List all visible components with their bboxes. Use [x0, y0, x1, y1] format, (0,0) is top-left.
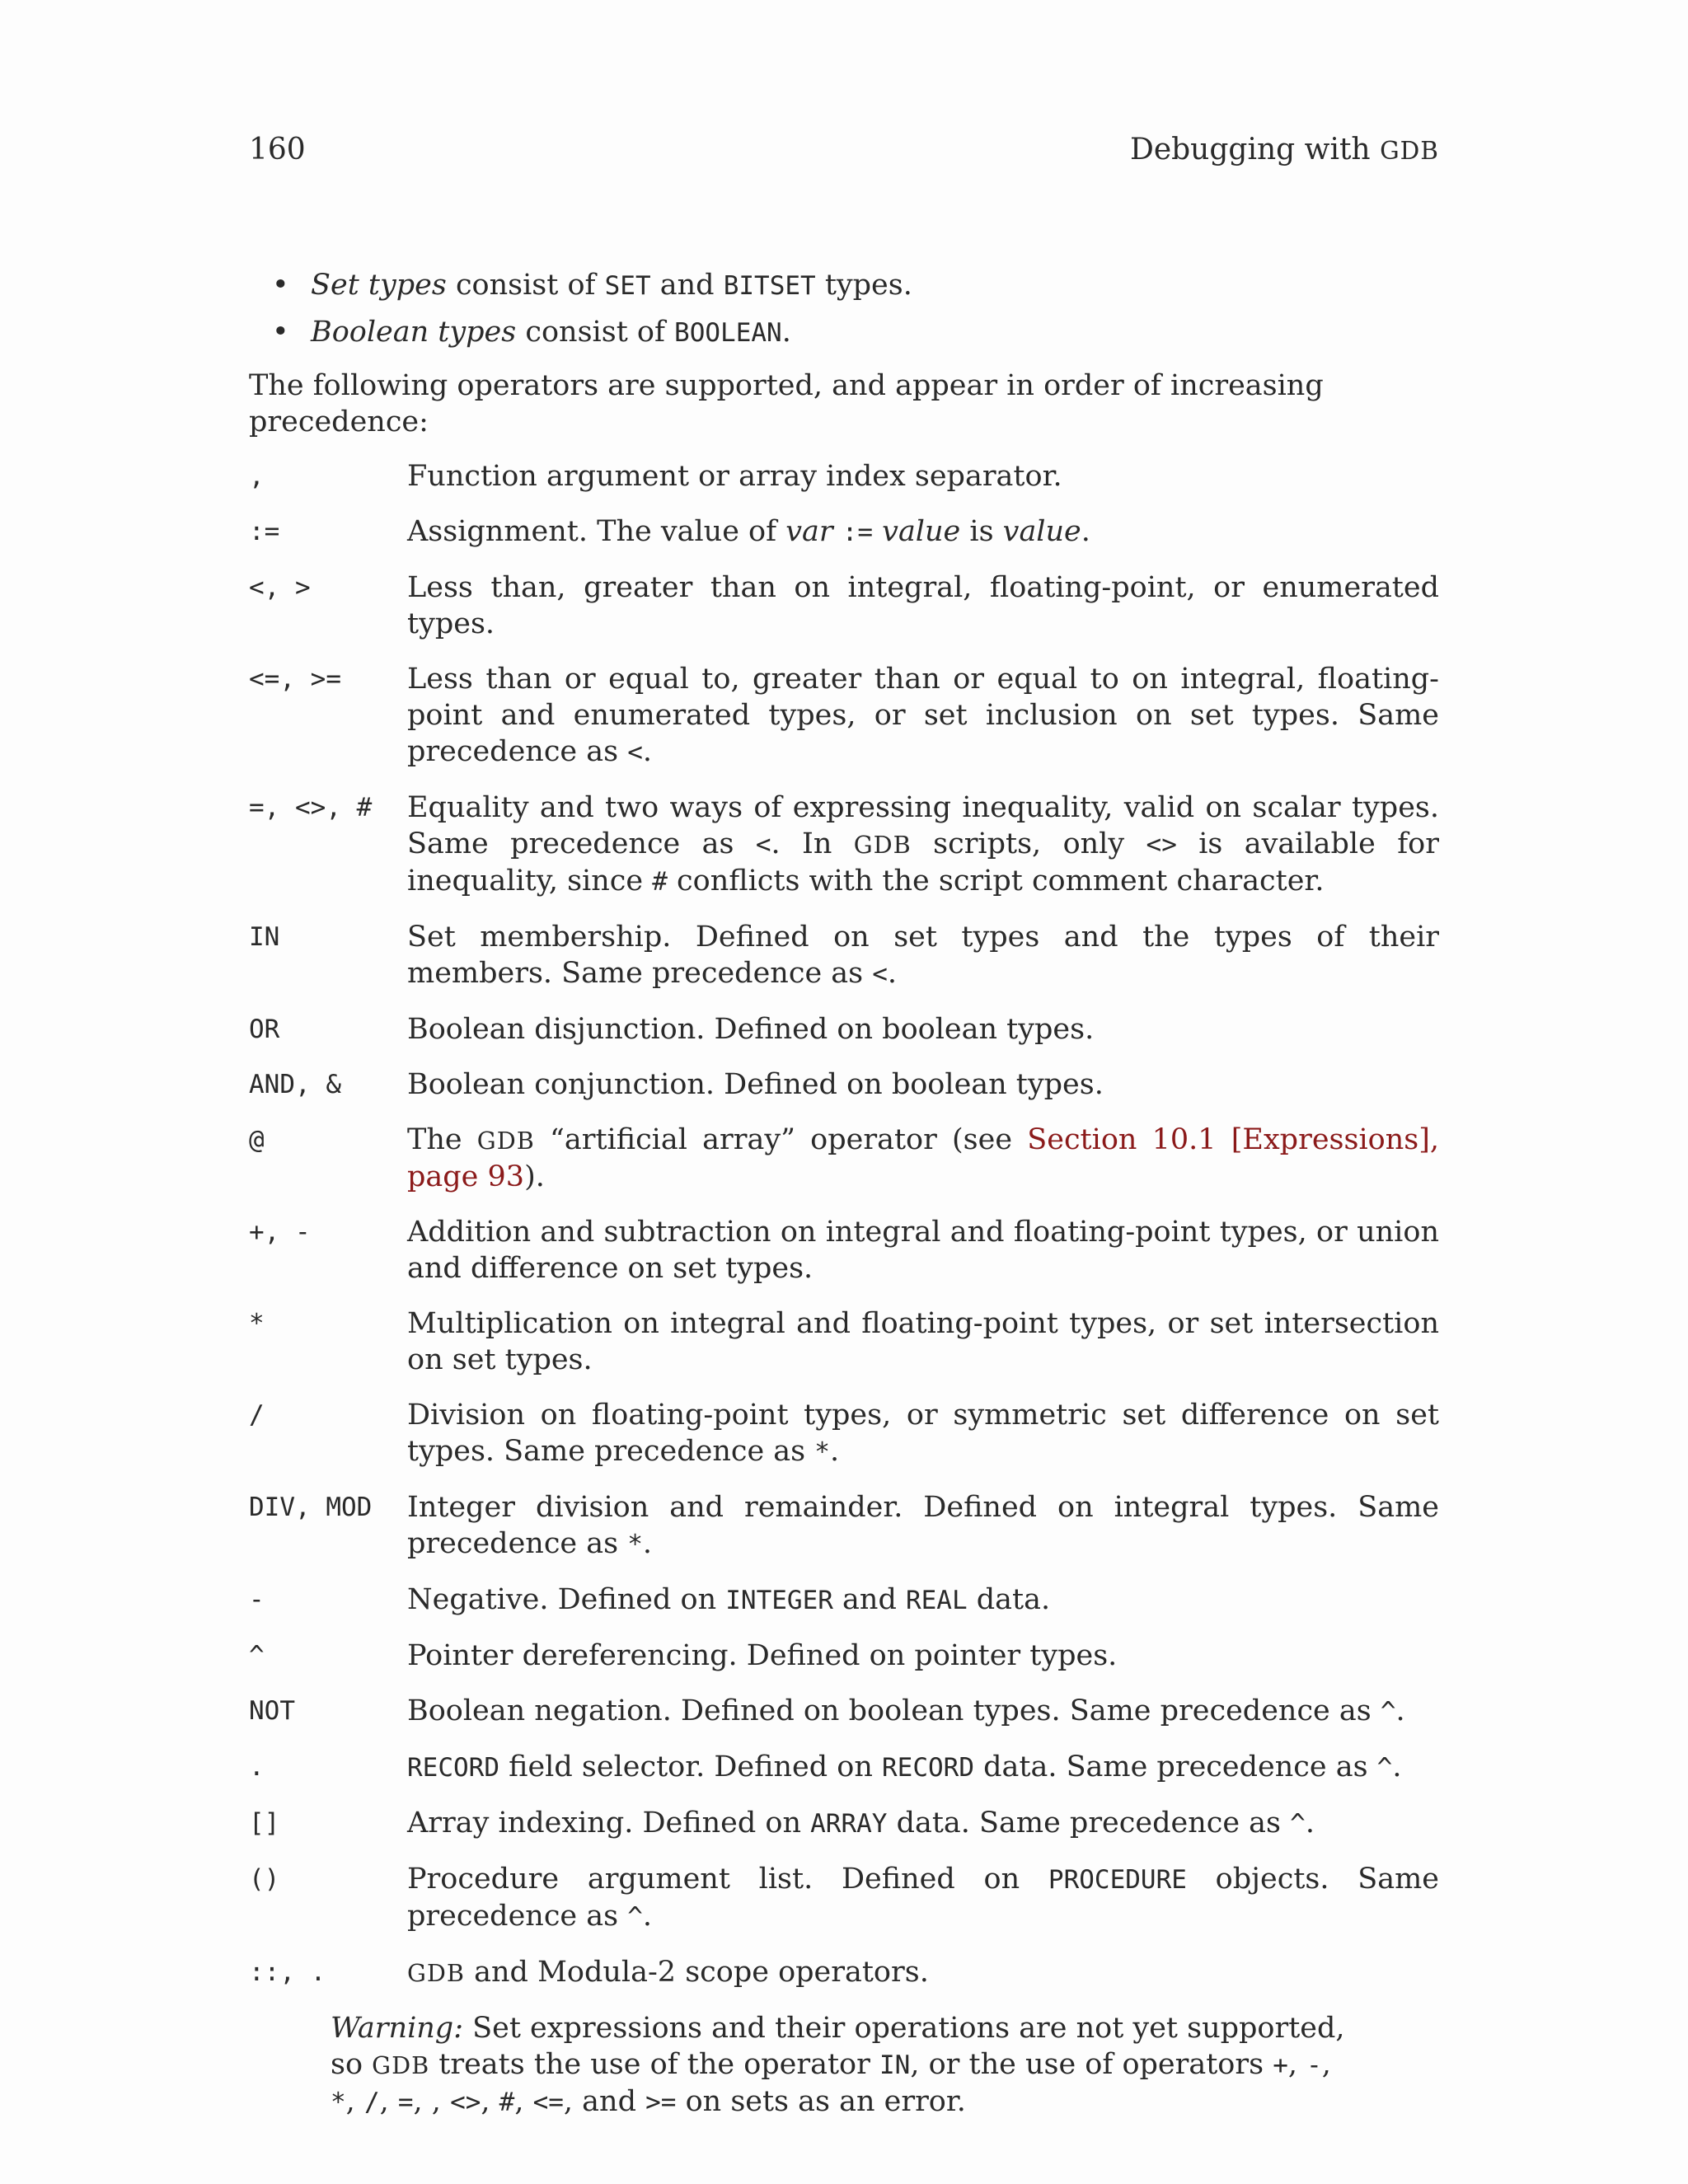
operator: ^: [249, 1641, 265, 1671]
warning-note: Warning: Set expressions and their operations are not yet supported, so GDB treats the use of the operator IN, or the use of operators +, -, *, /, =, , <>, #, <=, and >= on sets as an error.: [331, 2012, 1345, 2118]
operator: ::, .: [249, 1957, 326, 1987]
operator: :=: [249, 517, 280, 546]
code: BITSET: [723, 271, 816, 301]
operator-row: [249, 1011, 1439, 1047]
operator-description: Boolean disjunction. Defined on boolean types.: [407, 1013, 1095, 1046]
operator: DIV, MOD: [249, 1493, 373, 1522]
operator-row: [249, 458, 1439, 494]
operator-description: Boolean negation. Defined on boolean types. Same precedence as ^.: [407, 1694, 1405, 1727]
warning-label: Warning:: [331, 2012, 464, 2045]
operator-description: Less than or equal to, greater than or equal to on integral, floating-point and enumerated types, or set inclusion on set types. Same precedence as <.: [407, 663, 1439, 768]
text: .: [781, 316, 791, 349]
operator-description: Addition and subtraction on integral and floating-point types, or union and difference on set types.: [407, 1216, 1439, 1285]
operator: IN: [249, 922, 280, 952]
operator-table: [249, 458, 1439, 1991]
operator-description: Negative. Defined on INTEGER and REAL data.: [407, 1583, 1051, 1616]
operator-row: [249, 1805, 1439, 1842]
text: consist of: [516, 316, 675, 349]
operator: =, <>, #: [249, 793, 373, 823]
operator-description: Multiplication on integral and floating-point types, or set intersection on set types.: [407, 1307, 1439, 1376]
operator-description: Boolean conjunction. Defined on boolean types.: [407, 1068, 1104, 1101]
operator-description: Integer division and remainder. Defined on integral types. Same precedence as *.: [407, 1491, 1439, 1560]
operator: ,: [249, 462, 265, 491]
operator-description: RECORD field selector. Defined on RECORD data. Same precedence as ^.: [407, 1750, 1402, 1783]
bullet-icon: •: [272, 316, 289, 349]
page-body: [249, 267, 1439, 2121]
list-item: [249, 314, 1439, 351]
operator: -: [249, 1585, 265, 1615]
operator-row: [249, 1397, 1439, 1470]
operator: (): [249, 1864, 280, 1894]
type-list: [249, 267, 1439, 351]
operator-description: Array indexing. Defined on ARRAY data. Same precedence as ^.: [407, 1807, 1315, 1840]
operator: NOT: [249, 1696, 295, 1726]
operator: *: [249, 1309, 265, 1338]
operator-row: [249, 513, 1439, 551]
operator: OR: [249, 1015, 280, 1044]
operator: []: [249, 1808, 280, 1838]
text: types.: [815, 269, 912, 302]
operator-description: Set membership. Defined on set types and the types of their members. Same precedence as <.: [407, 921, 1439, 990]
expressions-link[interactable]: Section 10.1 [Expressions], page 93: [407, 1123, 1440, 1193]
running-header: [249, 132, 1439, 169]
operator-description: Procedure argument list. Defined on PROCEDURE objects. Same precedence as ^.: [407, 1863, 1439, 1933]
book-title-gdb: GDB: [1380, 137, 1439, 165]
operator-row: [249, 919, 1439, 992]
operator-row: [249, 1582, 1439, 1619]
term: Set types: [311, 269, 447, 302]
operator: /: [249, 1400, 265, 1430]
operator-row: [249, 1305, 1439, 1378]
operator-row: [249, 569, 1439, 642]
operator: +, -: [249, 1217, 311, 1247]
operator-row: [249, 1214, 1439, 1286]
text: and: [650, 269, 724, 302]
book-title: [1130, 132, 1439, 169]
operator-description: GDB and Modula-2 scope operators.: [407, 1956, 929, 1989]
operator-row: [249, 790, 1439, 900]
text: consist of: [446, 269, 605, 302]
operator-row: [249, 1954, 1439, 1991]
operator-description: The GDB “artificial array” operator (see Section 10.1 [Expressions], page 93).: [407, 1123, 1440, 1193]
operator-row: [249, 1638, 1439, 1674]
operator-row: [249, 1066, 1439, 1103]
operator: <=, >=: [249, 664, 341, 694]
term: Boolean types: [311, 316, 517, 349]
operator-row: [249, 1693, 1439, 1730]
operator-row: [249, 1122, 1439, 1195]
operator-description: Equality and two ways of expressing inequality, valid on scalar types. Same precedence as <. In GDB scripts, only <> is available for inequality, since # conflicts with the script comment character.: [407, 791, 1439, 898]
operator-description: Assignment. The value of var := value is value.: [407, 515, 1090, 548]
operator: AND, &: [249, 1070, 341, 1099]
operator-row: [249, 1749, 1439, 1786]
operator-row: [249, 661, 1439, 771]
code: BOOLEAN: [674, 318, 782, 348]
page-number: 160: [249, 133, 306, 166]
operator-description: Less than, greater than on integral, floating-point, or enumerated types.: [407, 571, 1439, 640]
operator-description: Pointer dereferencing. Defined on pointer types.: [407, 1639, 1118, 1672]
code: SET: [604, 271, 651, 301]
intro-paragraph: The following operators are supported, and appear in order of increasing precedence:: [249, 369, 1324, 438]
operator: @: [249, 1125, 265, 1155]
operator-description: Function argument or array index separator.: [407, 460, 1062, 493]
operator-row: [249, 1861, 1439, 1935]
operator-row: [249, 1489, 1439, 1563]
bullet-icon: •: [272, 269, 289, 302]
operator: .: [249, 1752, 265, 1782]
operator-description: Division on floating-point types, or symmetric set difference on set types. Same precedence as *.: [407, 1399, 1439, 1468]
list-item: [249, 267, 1439, 304]
operator: <, >: [249, 573, 311, 602]
book-title-text: Debugging with: [1129, 133, 1381, 166]
